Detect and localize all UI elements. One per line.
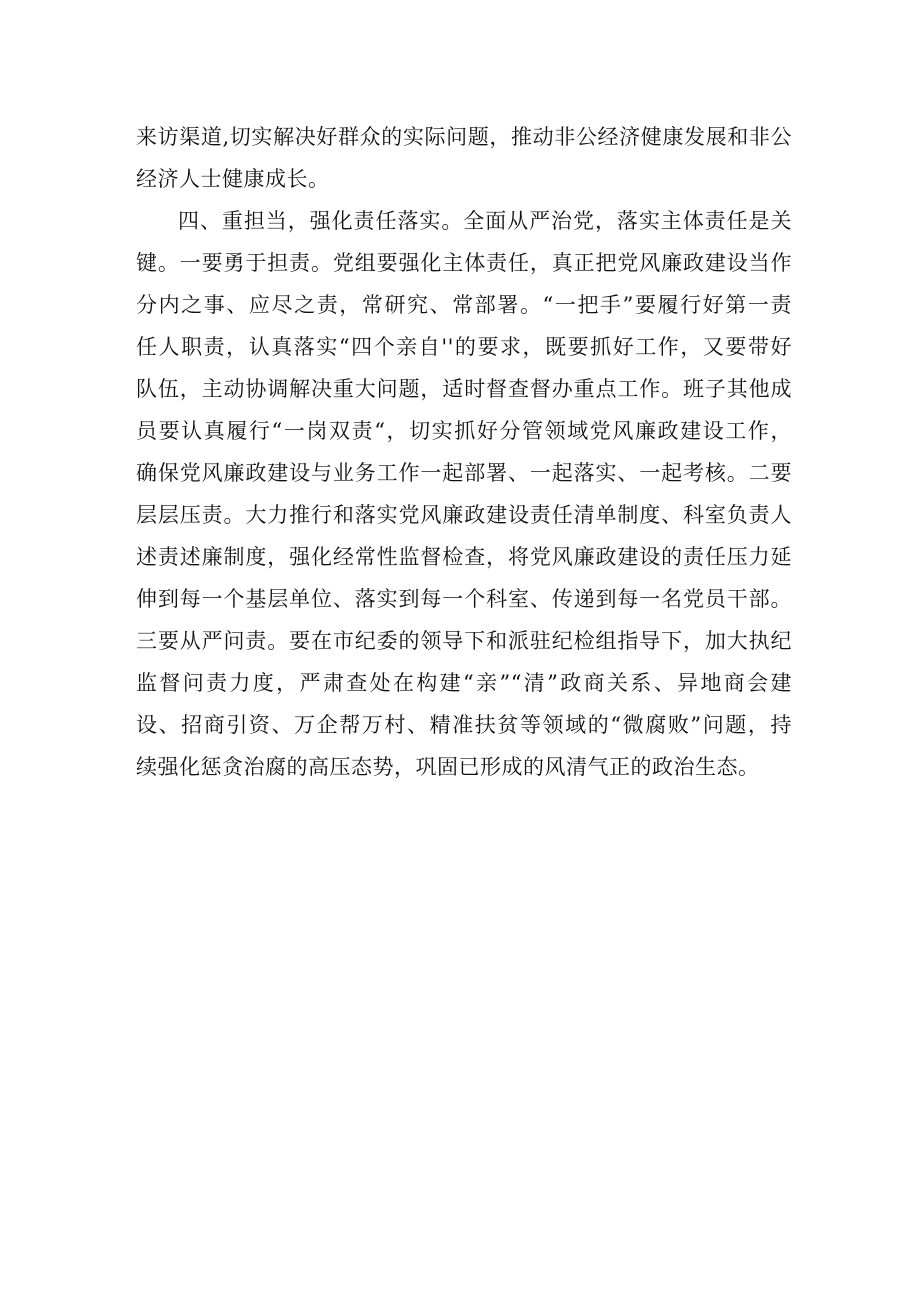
text-line-13: 三要从严问责。要在市纪委的领导下和派驻纪检组指导下，加大执纪: [136, 629, 792, 653]
text-line-2: 经济人士健康成长。: [136, 167, 330, 191]
text-line-5: 分内之事、应尽之责，常研究、常部署。“一把手”要履行好第一责: [136, 293, 792, 317]
text-line-11: 述责述廉制度，强化经常性监督检查，将党风廉政建设的责任压力延: [136, 545, 792, 569]
text-line-9: 确保党风廉政建设与业务工作一起部署、一起落实、一起考核。二要: [136, 461, 792, 485]
text-line-8: 员要认真履行“一岗双责“，切实抓好分管领域党风廉政建设工作，: [136, 419, 792, 443]
text-line-12: 伸到每一个基层单位、落实到每一个科室、传递到每一名党员干部。: [136, 587, 792, 611]
text-line-6: 任人职责，认真落实“四个亲自''的要求，既要抓好工作，又要带好: [136, 335, 792, 359]
text-line-15: 设、招商引资、万企帮万村、精准扶贫等领域的“微腐败”问题，持: [136, 713, 792, 737]
text-line-3-section-heading: 四、重担当，强化责任落实。全面从严治党，落实主体责任是关: [178, 209, 792, 233]
text-line-1: 来访渠道,切实解决好群众的实际问题，推动非公经济健康发展和非公: [136, 125, 792, 149]
text-line-4: 键。一要勇于担责。党组要强化主体责任，真正把党风廉政建设当作: [136, 251, 792, 275]
text-line-7: 队伍，主动协调解决重大问题，适时督查督办重点工作。班子其他成: [136, 377, 792, 401]
text-line-10: 层层压责。大力推行和落实党风廉政建设责任清单制度、科室负责人: [136, 503, 792, 527]
text-line-16: 续强化惩贪治腐的高压态势，巩固已形成的风清气正的政治生态。: [136, 755, 760, 779]
body-text: [136, 116, 792, 788]
text-line-14: 监督问责力度，严肃查处在构建“亲”“清”政商关系、异地商会建: [136, 671, 792, 695]
